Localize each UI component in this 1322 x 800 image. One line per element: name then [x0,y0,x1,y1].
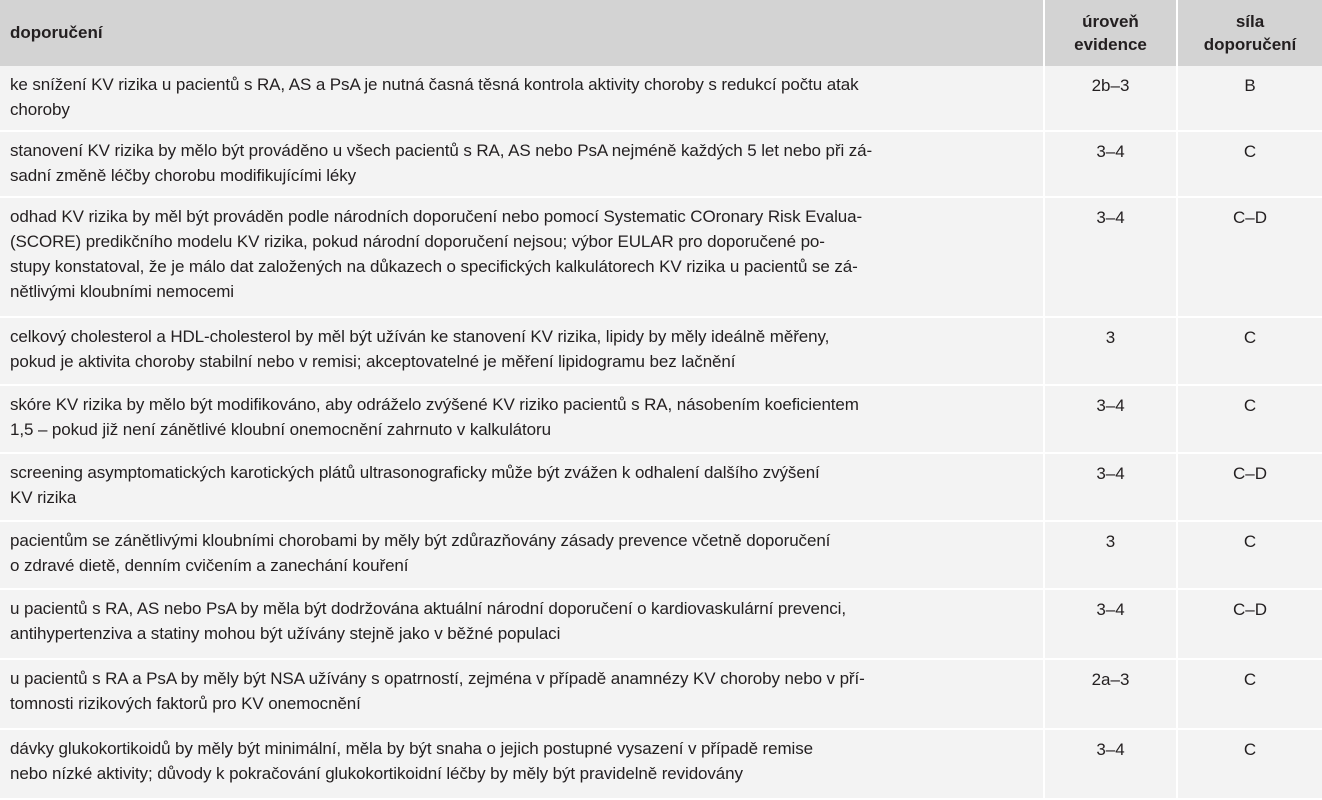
recommendation-text [0,454,1045,520]
recommendation-line: 1,5 – pokud již není zánětlivé kloubní onemocnění zahrnuto v kalkulátoru [10,420,551,439]
recommendation-line: sadní změně léčby chorobu modifikujícími léky [10,166,357,185]
recommendation-line: KV rizika [10,488,77,507]
table-row [0,590,1322,660]
recommendation-text [0,386,1045,452]
header-recommendation-label: doporučení [10,23,103,42]
evidence-level: 3 [1045,318,1178,384]
recommendation-strength: C [1178,132,1322,196]
recommendation-strength: C–D [1178,198,1322,316]
recommendation-strength: C [1178,386,1322,452]
evidence-level: 3–4 [1045,198,1178,316]
recommendation-line: choroby [10,100,70,119]
recommendation-line: stupy konstatoval, že je málo dat založených na důkazech o specifických kalkulátorech KV rizika u pacientů se zá- [10,257,858,276]
recommendation-line: dávky glukokortikoidů by měly být minimální, měla by být snaha o jejich postupné vysazení v případě remise [10,739,813,758]
recommendation-line: (SCORE) predikčního modelu KV rizika, pokud národní doporučení nejsou; výbor EULAR pro doporučené po- [10,232,825,251]
recommendation-line: antihypertenziva a statiny mohou být užívány stejně jako v běžné populaci [10,624,561,643]
recommendation-strength: C–D [1178,590,1322,658]
recommendation-line: odhad KV rizika by měl být prováděn podle národních doporučení nebo pomocí Systematic COronary Risk Evalua- [10,207,863,226]
table-row [0,132,1322,198]
recommendation-text [0,730,1045,798]
evidence-level: 2a–3 [1045,660,1178,728]
recommendation-line: skóre KV rizika by mělo být modifikováno, aby odráželo zvýšené KV riziko pacientů s RA, násobením koeficientem [10,395,859,414]
recommendation-line: pacientům se zánětlivými kloubními chorobami by měly být zdůrazňovány zásady prevence včetně doporučení [10,531,831,550]
table-row [0,454,1322,522]
table-row [0,386,1322,454]
recommendation-text [0,132,1045,196]
header-evidence-line2: evidence [1074,35,1147,54]
header-evidence-line1: úroveň [1082,12,1139,31]
recommendation-strength: C [1178,522,1322,588]
header-strength-line2: doporučení [1203,35,1297,54]
recommendation-line: u pacientů s RA, AS nebo PsA by měla být dodržována aktuální národní doporučení o kardiovaskulární prevenci, [10,599,846,618]
header-strength-line1: síla [1235,12,1265,31]
recommendation-line: stanovení KV rizika by mělo být prováděno u všech pacientů s RA, AS nebo PsA nejméně každých 5 let nebo při zá- [10,141,873,160]
table-row [0,660,1322,730]
evidence-level: 3 [1045,522,1178,588]
recommendation-line: nebo nízké aktivity; důvody k pokračování glukokortikoidní léčby by měly být pravidelně revidovány [10,764,743,783]
recommendation-line: pokud je aktivita choroby stabilní nebo v remisi; akceptovatelné je měření lipidogramu bez lačnění [10,352,736,371]
evidence-level: 3–4 [1045,386,1178,452]
recommendation-strength: C [1178,730,1322,798]
recommendation-line: nětlivými kloubními nemocemi [10,282,234,301]
recommendation-strength: C [1178,660,1322,728]
table-row [0,318,1322,386]
recommendation-line: screening asymptomatických karotických plátů ultrasonograficky může být zvážen k odhalení dalšího zvýšení [10,463,820,482]
recommendation-line: u pacientů s RA a PsA by měly být NSA užívány s opatrností, zejména v případě anamnézy KV choroby nebo v pří- [10,669,865,688]
table-row [0,198,1322,318]
recommendation-line: celkový cholesterol a HDL-cholesterol by měl být užíván ke stanovení KV rizika, lipidy by měly ideálně měřeny, [10,327,830,346]
table-row [0,66,1322,132]
evidence-level: 3–4 [1045,590,1178,658]
header-recommendation-strength [1178,0,1322,66]
recommendation-text [0,198,1045,316]
evidence-level: 3–4 [1045,132,1178,196]
recommendation-text [0,660,1045,728]
recommendation-strength: C [1178,318,1322,384]
table-row [0,730,1322,800]
evidence-level: 2b–3 [1045,66,1178,130]
header-evidence-level [1045,0,1178,66]
header-recommendation [0,0,1045,66]
recommendation-text [0,66,1045,130]
evidence-level: 3–4 [1045,454,1178,520]
recommendation-text [0,522,1045,588]
recommendation-text [0,590,1045,658]
recommendation-text [0,318,1045,384]
recommendation-strength: C–D [1178,454,1322,520]
recommendation-line: ke snížení KV rizika u pacientů s RA, AS a PsA je nutná časná těsná kontrola aktivity choroby s redukcí počtu atak [10,75,859,94]
recommendation-line: o zdravé dietě, denním cvičením a zanechání kouření [10,556,409,575]
recommendation-strength: B [1178,66,1322,130]
table-header-row [0,0,1322,66]
table-row [0,522,1322,590]
recommendation-line: tomnosti rizikových faktorů pro KV onemocnění [10,694,361,713]
evidence-level: 3–4 [1045,730,1178,798]
